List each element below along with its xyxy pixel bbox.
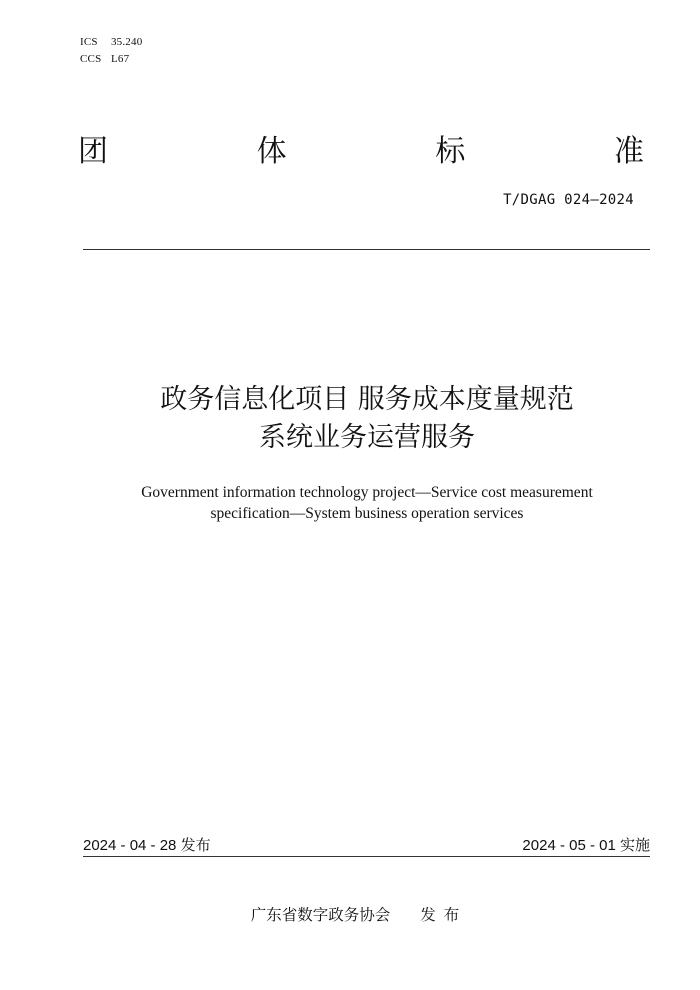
chinese-title — [0, 381, 700, 457]
chinese-title-line: 系统业务运营服务 — [259, 422, 475, 453]
standard-type-char: 团 — [78, 134, 108, 169]
issue-date: 2024 - 04 - 28 发布 — [83, 837, 211, 854]
chinese-title-line: 政务信息化项目 服务成本度量规范 — [160, 384, 574, 415]
english-title — [0, 482, 700, 524]
english-title-line: specification—System business operation services — [210, 505, 524, 522]
standard-type-heading — [78, 134, 644, 170]
ccs-label: CCS — [80, 53, 102, 65]
bottom-divider — [83, 856, 650, 857]
english-title-line: Government information technology project—Service cost measurement — [141, 484, 593, 501]
ics-label: ICS — [80, 36, 98, 48]
top-divider — [83, 249, 650, 250]
ics-classification — [80, 36, 142, 48]
ccs-classification — [80, 53, 129, 65]
ics-code: 35.240 — [110, 36, 143, 48]
standard-type-char: 准 — [613, 134, 644, 169]
ccs-code: L67 — [110, 53, 130, 65]
publisher-line — [0, 903, 700, 925]
standard-type-char: 标 — [435, 134, 466, 169]
standard-number: T/DGAG 024—2024 — [503, 192, 634, 208]
implementation-date: 2024 - 05 - 01 实施 — [522, 837, 650, 854]
standard-type-char: 体 — [256, 134, 287, 169]
publisher-name: 广东省数字政务协会 — [250, 906, 391, 924]
publish-action: 发布 — [420, 906, 468, 924]
